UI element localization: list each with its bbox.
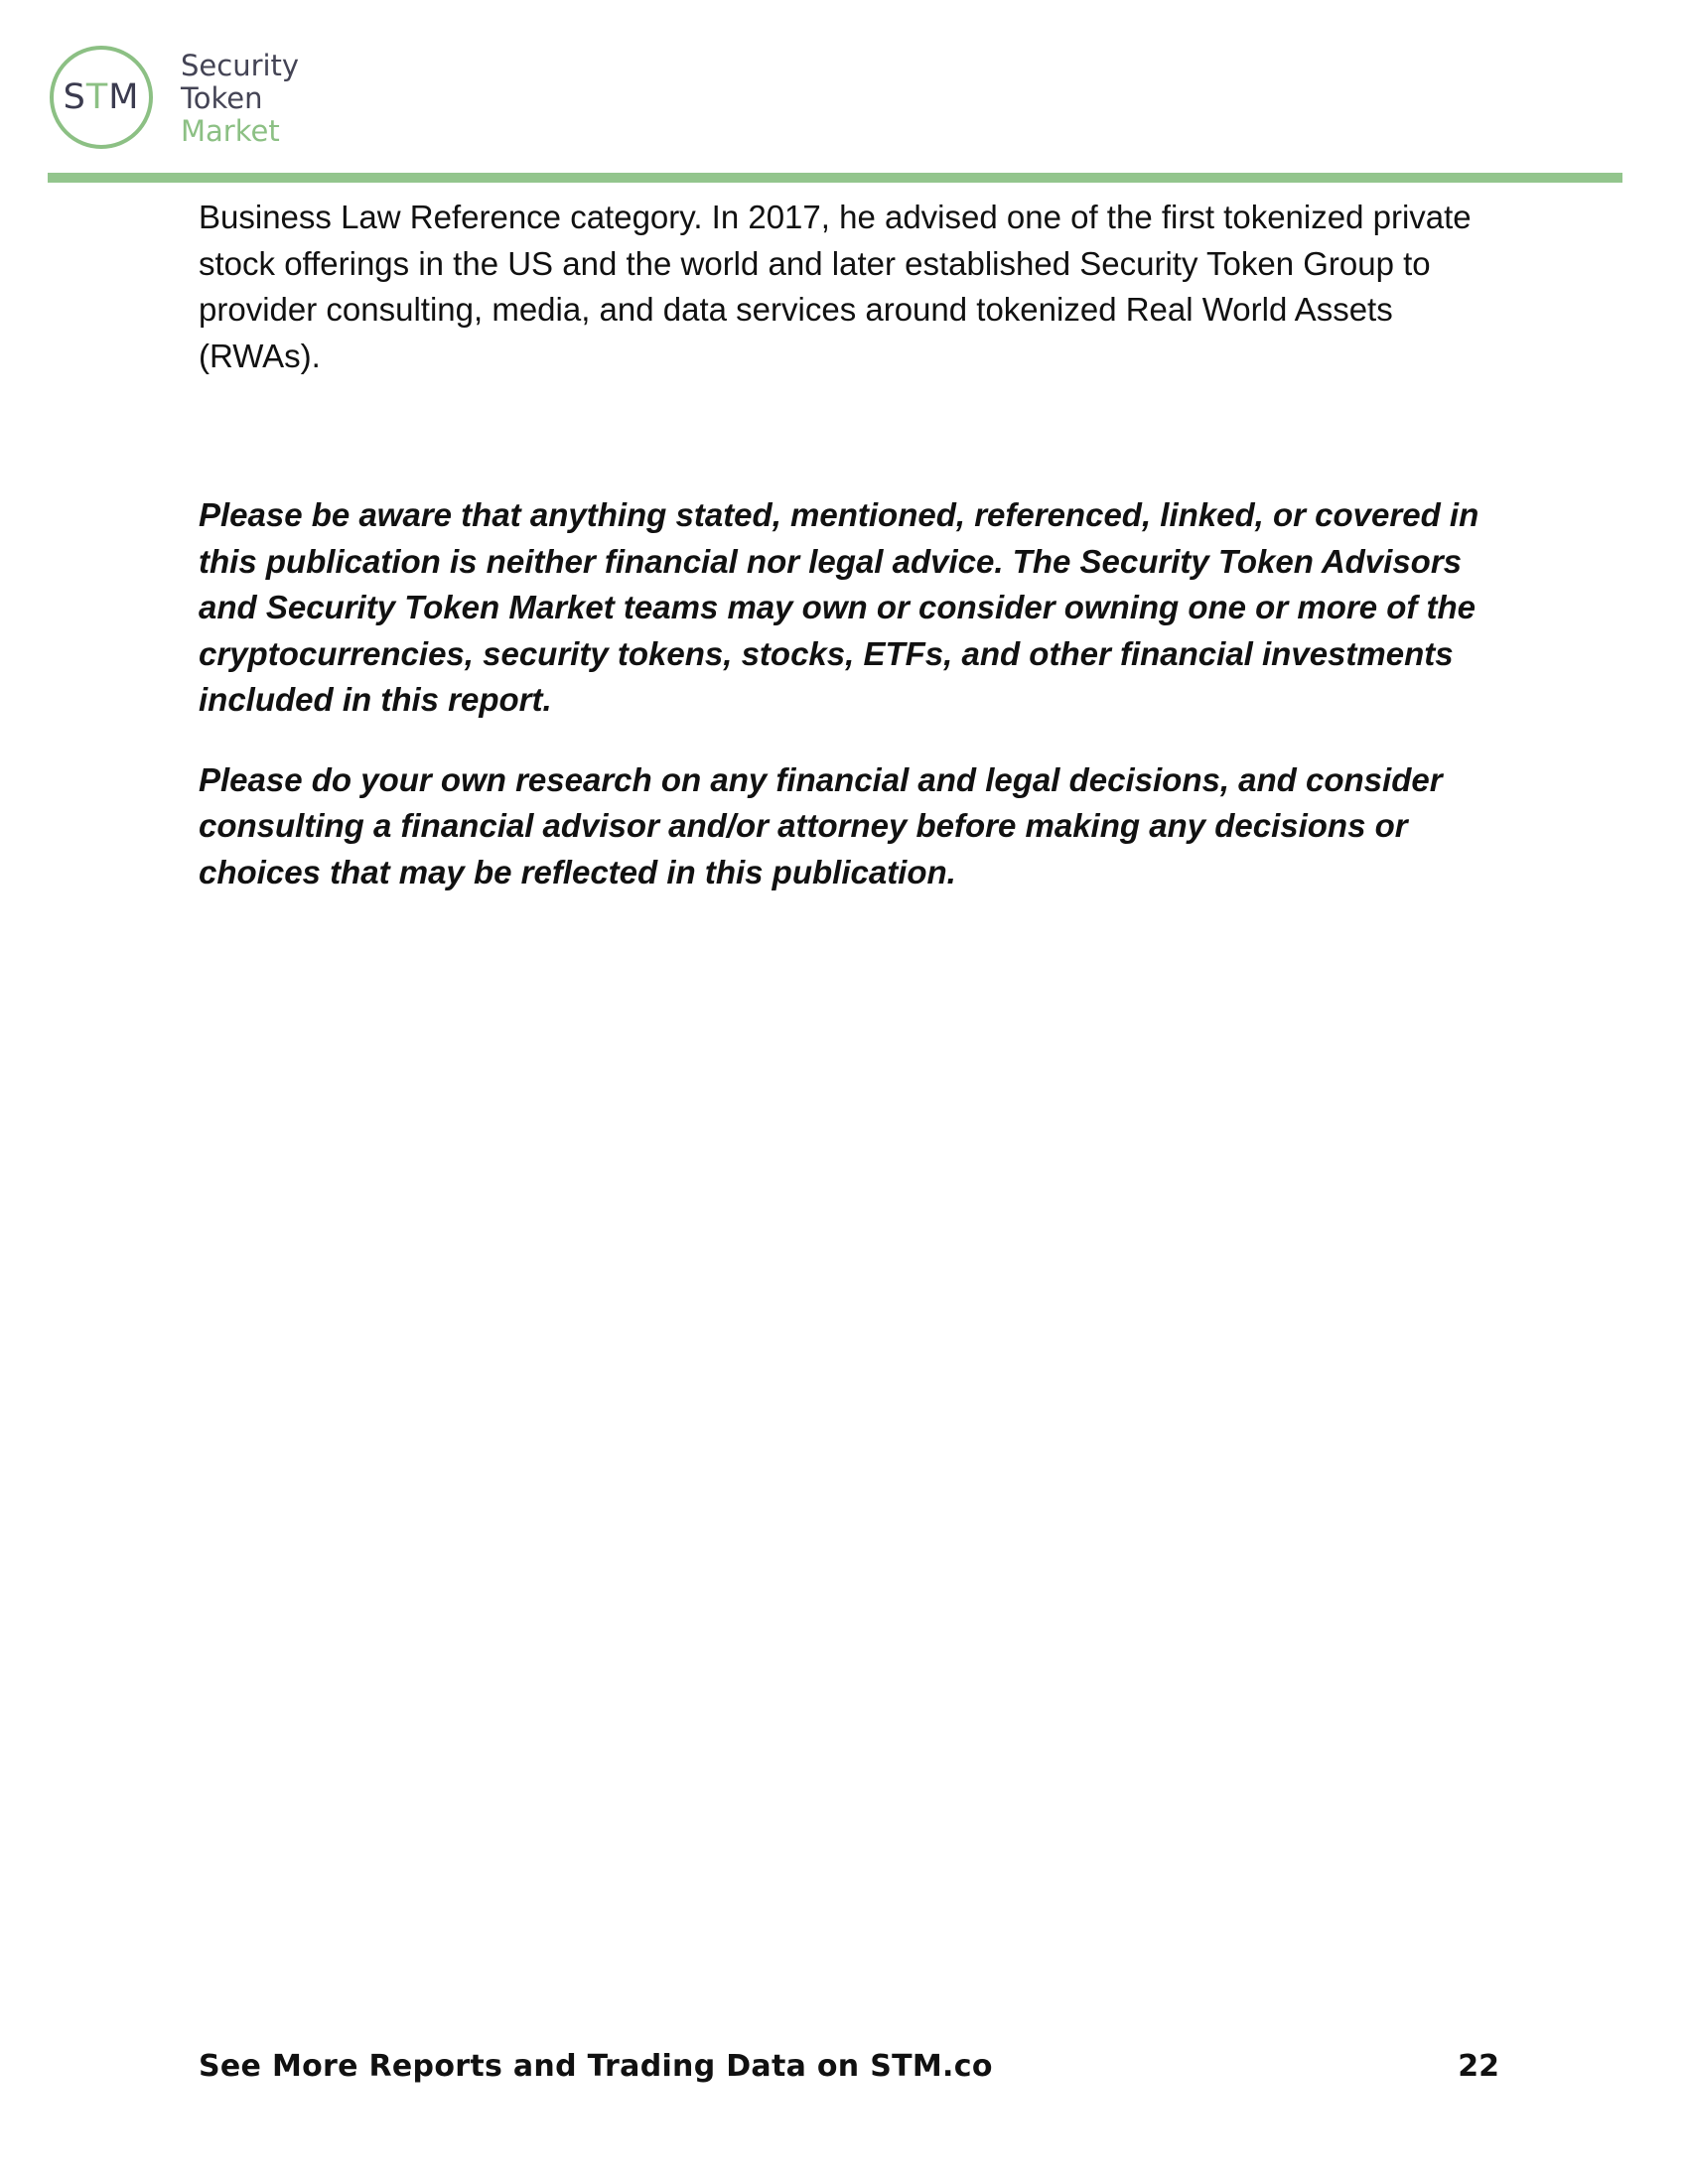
stm-logo-icon (50, 46, 153, 149)
page-content (199, 195, 1509, 895)
logo-wordmark (181, 50, 299, 148)
footer-link-text: See More Reports and Trading Data on STM.co (199, 2049, 993, 2084)
disclaimer-paragraph-2: Please do your own research on any financial and legal decisions, and consider consulting a financial advisor and/or attorney before making any decisions or choices that may be reflected in this publication. (199, 760, 1443, 890)
logo-monogram-s: S (63, 77, 86, 117)
logo-word-security: Security (181, 49, 300, 82)
disclaimer-paragraph-1: Please be aware that anything stated, mentioned, referenced, linked, or covered in this publication is neither financial nor legal advice. The Security Token Advisors and Security Token Market teams may own or consider owning one or more of the cryptocurrencies, security tokens, stocks, ETFs, and other financial investments included in this report. (199, 496, 1479, 718)
page-header (0, 0, 1688, 189)
logo-word-market: Market (181, 114, 280, 148)
header-divider (48, 173, 1622, 183)
logo-word-token: Token (181, 81, 263, 115)
intro-paragraph: Business Law Reference category. In 2017, he advised one of the first tokenized private stock offerings in the US and the world and later established Security Token Group to provider consulting, media, and data services around tokenized Real World Assets (RWAs). (199, 199, 1472, 374)
page-number: 22 (1458, 2049, 1499, 2084)
logo-monogram-t: T (85, 77, 109, 117)
logo-monogram-m: M (108, 77, 140, 117)
